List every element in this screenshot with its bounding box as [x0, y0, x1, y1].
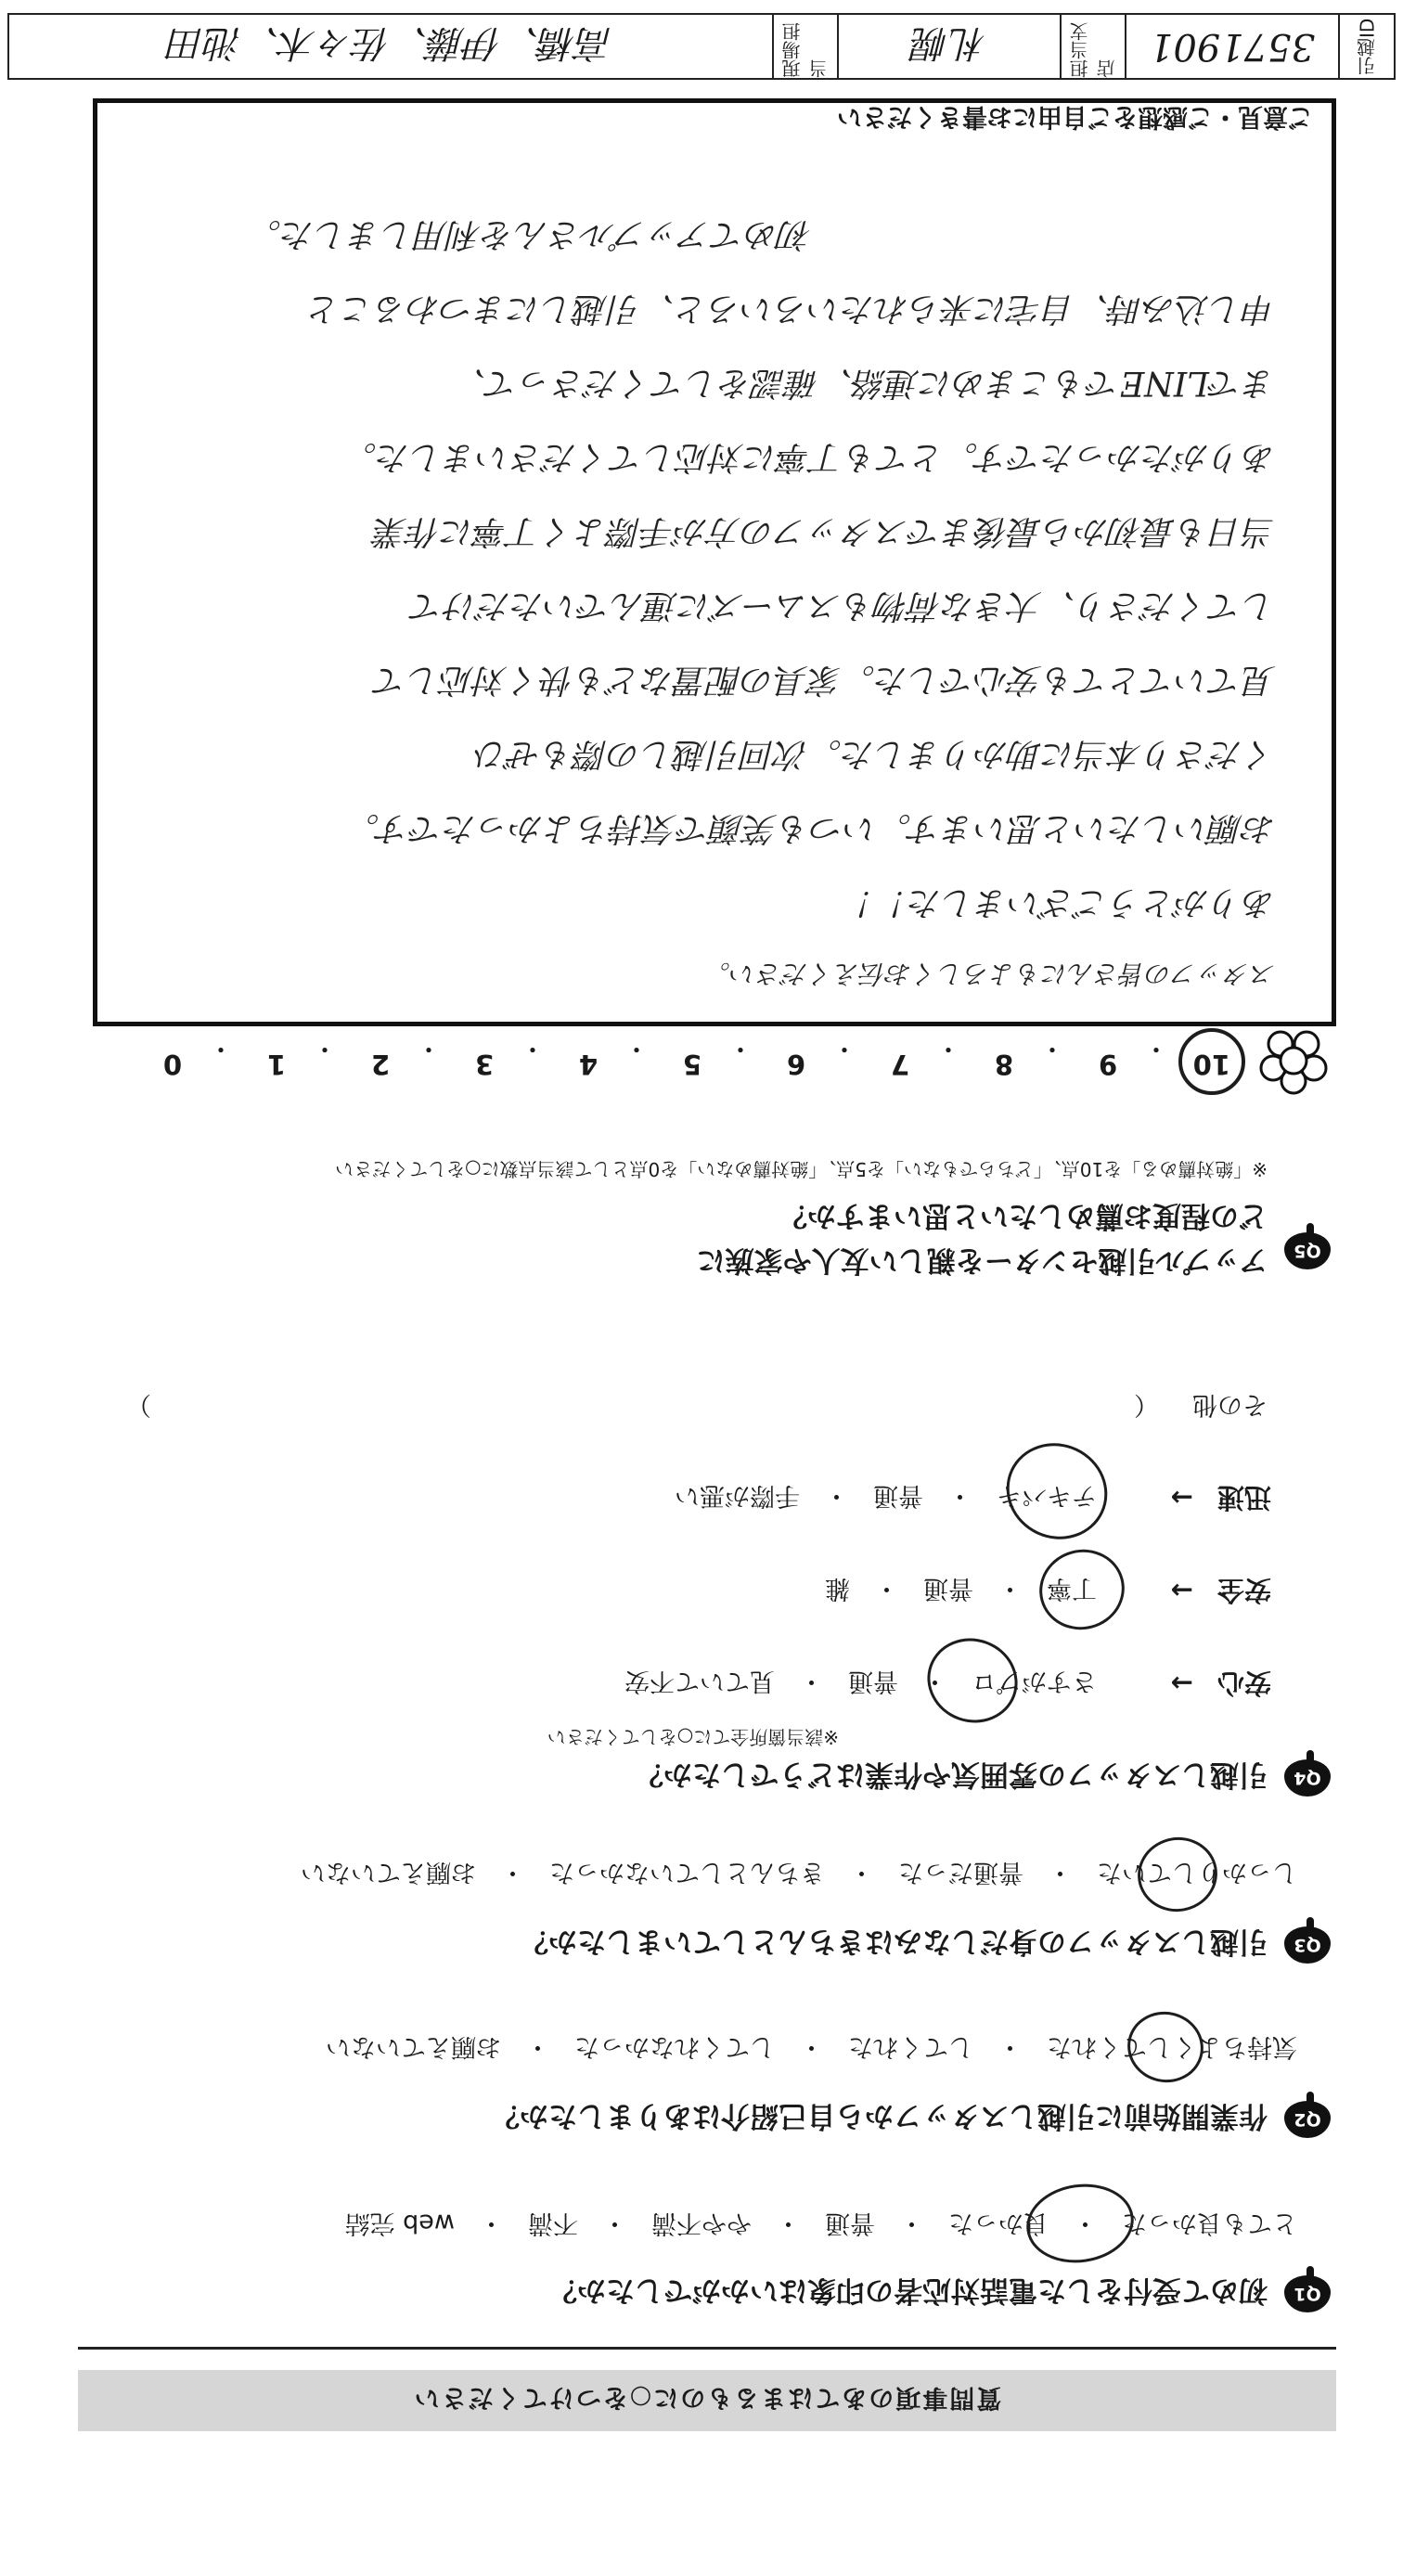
comment-line: までLINEでもこまめに連絡、確認をしてくださって、 — [452, 364, 1276, 402]
q2-badge: Q2 — [1284, 2101, 1331, 2138]
staff-label: 現場担当 — [781, 22, 830, 78]
q4-row-safety — [1147, 1573, 1271, 1611]
arrow-icon: → — [1170, 1482, 1193, 1513]
q5-score-4[interactable]: 4 — [578, 1049, 599, 1080]
q4-note: ※該当箇所全てに○をしてください — [547, 1726, 839, 1748]
q4-other-close-paren: ） — [126, 1390, 151, 1419]
q5-score-1[interactable]: 1 — [266, 1049, 287, 1080]
q1-badge: Q1 — [1284, 2275, 1331, 2312]
q2-option-did-not[interactable]: してくれなかった — [574, 2032, 775, 2061]
q2-selection-mark — [1121, 2004, 1210, 2089]
q4-option-rough[interactable]: 雑 — [825, 1574, 850, 1603]
q4-option-anxious[interactable]: 見ていて不安 — [624, 1667, 775, 1695]
q5-score-6[interactable]: 6 — [786, 1049, 806, 1080]
comment-line: スタッフの皆さんにもよろしくお伝えください。 — [703, 959, 1276, 989]
separator: ・ — [1038, 1034, 1065, 1064]
separator: ・ — [830, 1034, 857, 1064]
q4-row-label: 安心 — [1216, 1668, 1271, 1699]
q1-option-somewhat-dissatisfied[interactable]: やや不満 — [651, 2209, 752, 2237]
comment-line: 当日も最初から最後までスタッフの方が手際よく丁寧に作業 — [373, 512, 1276, 550]
q3-option-untidy[interactable]: きちんとしていなかった — [549, 1858, 825, 1887]
branch-value: 札幌 — [912, 21, 986, 65]
separator: ・ — [415, 1034, 442, 1064]
separator: ・ — [824, 1481, 849, 1510]
q3-option-normal[interactable]: 普通だった — [898, 1858, 1023, 1887]
q4-option-clumsy[interactable]: 手際が悪い — [675, 1481, 800, 1510]
id-value-cell — [1125, 15, 1338, 78]
separator: ・ — [1048, 1858, 1073, 1887]
branch-label-cell — [1060, 15, 1125, 78]
q5-score-0[interactable]: 0 — [162, 1049, 183, 1080]
q4-row-reassurance — [1147, 1666, 1271, 1704]
q4-option-normal[interactable]: 普通 — [873, 1481, 923, 1510]
separator: ・ — [799, 1667, 824, 1695]
q5-score-8[interactable]: 8 — [994, 1049, 1014, 1080]
q1-option-dissatisfied[interactable]: 不満 — [528, 2209, 578, 2237]
separator: ・ — [947, 1481, 972, 1510]
separator: ・ — [934, 1034, 961, 1064]
q4-other-open-paren: （ — [1134, 1390, 1159, 1419]
separator: ・ — [776, 2209, 801, 2237]
q5-score-9[interactable]: 9 — [1098, 1049, 1118, 1080]
separator: ・ — [849, 1858, 874, 1887]
arrow-icon: → — [1170, 1575, 1193, 1606]
id-label-cell — [1338, 15, 1394, 78]
separator: ・ — [623, 1034, 650, 1064]
q4-row-label: 迅速 — [1216, 1482, 1271, 1513]
q4-speed-selection-mark — [991, 1427, 1124, 1556]
comment-line: くださり本当に助かりました。次回引越しの際もぜひ — [473, 735, 1276, 773]
q3-option-tidy[interactable]: しっかりしていた — [1097, 1858, 1297, 1887]
q1-option-normal[interactable]: 普通 — [825, 2209, 875, 2237]
q5-score-7[interactable]: 7 — [890, 1049, 910, 1080]
comment-line: 見ていてとても安心でした。家具の配置なども快く対応して — [373, 661, 1276, 699]
branch-value-cell — [837, 15, 1060, 78]
q5-selection-mark — [1178, 1028, 1245, 1095]
q1-option-good[interactable]: 良かった — [948, 2209, 1049, 2237]
separator: ・ — [519, 1034, 546, 1064]
q1-options — [345, 2208, 1297, 2244]
separator: ・ — [727, 1034, 753, 1064]
q1-question: 初めて受付をした電話対応者の印象はいかがでしたか？ — [548, 2273, 1268, 2307]
q4-option-careful[interactable]: 丁寧 — [1047, 1574, 1097, 1603]
q5-note: ※「絶対薦める」を10点、「どちらでもない」を5点、「絶対薦めない」を0点として該当点数に○をしてください — [335, 1158, 1268, 1180]
staff-value-cell — [9, 15, 772, 78]
comment-line: 初めてアップルさんを利用しました。 — [247, 215, 812, 253]
separator: ・ — [998, 1574, 1023, 1603]
instruction-banner: 質問事項のあてはまるものに○をつけてください — [78, 2370, 1336, 2431]
comment-line: してくださり、大きな荷物もスムーズに運んでいただけて — [410, 586, 1276, 625]
q5-score-5[interactable]: 5 — [682, 1049, 702, 1080]
q5-score-10[interactable]: 10 — [1192, 1049, 1230, 1080]
q3-badge: Q3 — [1284, 1926, 1331, 1964]
q2-option-did[interactable]: してくれた — [848, 2032, 973, 2061]
separator: ・ — [799, 2032, 824, 2061]
q3-selection-mark — [1132, 1831, 1224, 1918]
q4-option-pro[interactable]: さすがプロ — [972, 1667, 1097, 1695]
separator: ・ — [602, 2209, 627, 2237]
q4-option-normal[interactable]: 普通 — [848, 1667, 898, 1695]
q5-score-2[interactable]: 2 — [370, 1049, 391, 1080]
staff-value: 高橋、伊藤、佐々木、池田 — [168, 21, 613, 65]
q1-option-web[interactable]: web 完結 — [344, 2209, 455, 2237]
separator: ・ — [311, 1034, 338, 1064]
id-table — [7, 13, 1396, 80]
q5-badge: Q5 — [1284, 1232, 1331, 1269]
header-divider — [78, 2347, 1336, 2350]
separator: ・ — [1073, 2209, 1098, 2237]
q4-row-reassurance-options — [624, 1666, 1097, 1702]
comment-title: ご意見・ご感想をご自由にお書きください — [837, 102, 1313, 131]
q4-badge: Q4 — [1284, 1759, 1331, 1797]
separator: ・ — [1142, 1034, 1169, 1064]
separator: ・ — [874, 1574, 899, 1603]
q5-question-line2: どの程度お薦めしたいと思いますか？ — [779, 1199, 1268, 1232]
q4-reassurance-selection-mark — [916, 1626, 1030, 1735]
q4-option-normal[interactable]: 普通 — [923, 1574, 973, 1603]
q4-row-speed — [1147, 1480, 1271, 1518]
comment-line: ありがたかったです。とても丁寧に対応してくださいました。 — [342, 438, 1276, 476]
separator: ・ — [525, 2032, 550, 2061]
branch-label: 担当支店 — [1069, 22, 1118, 78]
id-label: 引越ID — [1356, 18, 1379, 75]
separator: ・ — [500, 1858, 525, 1887]
q3-option-not-remember[interactable]: お願えていない — [301, 1858, 476, 1887]
q3-question: 引越しスタッフの身だしなみはきちんとしていましたか？ — [520, 1925, 1268, 1958]
q4-row-label: 安全 — [1216, 1575, 1271, 1606]
staff-label-cell — [772, 15, 837, 78]
q5-scale — [71, 1034, 1230, 1080]
q4-safety-selection-mark — [1030, 1540, 1133, 1640]
comment-line: お願いしたいと思います。いつも笑顔で気持ちよかったです。 — [345, 809, 1276, 847]
id-value: 3571901 — [1149, 25, 1316, 68]
q4-other-row — [126, 1389, 1268, 1425]
q2-question: 作業開始前に引越しスタッフから自己紹介はありましたか？ — [491, 2099, 1268, 2132]
q4-option-brisk[interactable]: テキパキ — [997, 1481, 1097, 1510]
comment-line: ありがとうございました！！ — [841, 883, 1276, 921]
flower-icon — [1258, 1025, 1329, 1096]
q4-question: 引越しスタッフの雰囲気や作業はどうでしたか？ — [635, 1758, 1268, 1791]
q1-option-very-good[interactable]: とても良かった — [1122, 2209, 1297, 2237]
separator: ・ — [479, 2209, 504, 2237]
separator: ・ — [998, 2032, 1023, 2061]
separator: ・ — [922, 1667, 947, 1695]
q4-other-label: その他 — [1192, 1390, 1268, 1419]
q2-option-very-kind[interactable]: 気持ちよくしてくれた — [1047, 2032, 1297, 2061]
separator: ・ — [207, 1034, 234, 1064]
arrow-icon: → — [1170, 1668, 1193, 1699]
comment-line: 申し込み時、自宅に来られたいろいろと、引越しにまつわること — [306, 290, 1276, 328]
q5-question-line1: アップル引越センターを親しい友人や家族に — [696, 1243, 1268, 1277]
q5-score-3[interactable]: 3 — [474, 1049, 495, 1080]
separator: ・ — [899, 2209, 924, 2237]
q2-option-not-remember[interactable]: お願えていない — [326, 2032, 501, 2061]
q1-selection-mark — [1022, 2177, 1139, 2269]
comment-box[interactable] — [93, 98, 1336, 1026]
